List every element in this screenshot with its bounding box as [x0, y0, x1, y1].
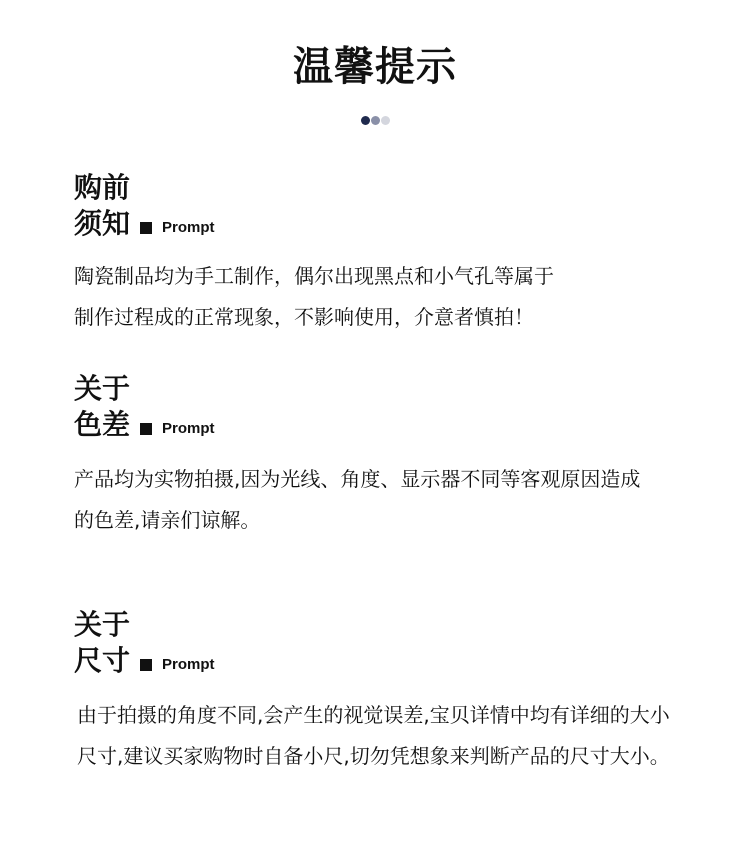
section-before-purchase: [74, 170, 724, 338]
dot-dark: [361, 116, 370, 125]
section-heading-row: [74, 407, 724, 443]
section-heading-row: [74, 206, 724, 242]
section-heading-row: [74, 643, 724, 679]
square-bullet-icon: [140, 423, 152, 435]
body-line: 制作过程成的正常现象，不影响使用，介意者慎拍！: [74, 305, 534, 329]
body-line: 产品均为实物拍摄,因为光线、角度、显示器不同等客观原因造成: [74, 467, 641, 491]
square-bullet-icon: [140, 659, 152, 671]
prompt-tag: Prompt: [162, 420, 215, 437]
section-body: [74, 256, 724, 338]
prompt-tag: Prompt: [162, 219, 215, 236]
body-line: 的色差,请亲们谅解。: [74, 508, 261, 532]
section-heading-line1: 购前: [74, 171, 131, 204]
pagination-dots: [0, 116, 750, 125]
dot-light: [381, 116, 390, 125]
section-heading-line2: 色差: [74, 408, 131, 441]
square-bullet-icon: [140, 222, 152, 234]
section-heading-line2: 尺寸: [74, 644, 131, 677]
body-line: 尺寸,建议买家购物时自备小尺,切勿凭想象来判断产品的尺寸大小。: [77, 744, 670, 768]
page-title: 温馨提示: [293, 44, 457, 90]
section-body: [74, 459, 724, 541]
body-line: 陶瓷制品均为手工制作，偶尔出现黑点和小气孔等属于: [74, 264, 554, 288]
section-heading-line2: 须知: [74, 207, 131, 240]
prompt-tag: Prompt: [162, 656, 215, 673]
body-line: 由于拍摄的角度不同,会产生的视觉误差,宝贝详情中均有详细的大小: [77, 703, 670, 727]
dot-mid: [371, 116, 380, 125]
section-body: [77, 695, 724, 777]
section-heading-line1: 关于: [74, 372, 131, 405]
section-color-difference: [74, 371, 724, 541]
section-heading-line1: 关于: [74, 608, 131, 641]
section-size: [74, 607, 724, 777]
